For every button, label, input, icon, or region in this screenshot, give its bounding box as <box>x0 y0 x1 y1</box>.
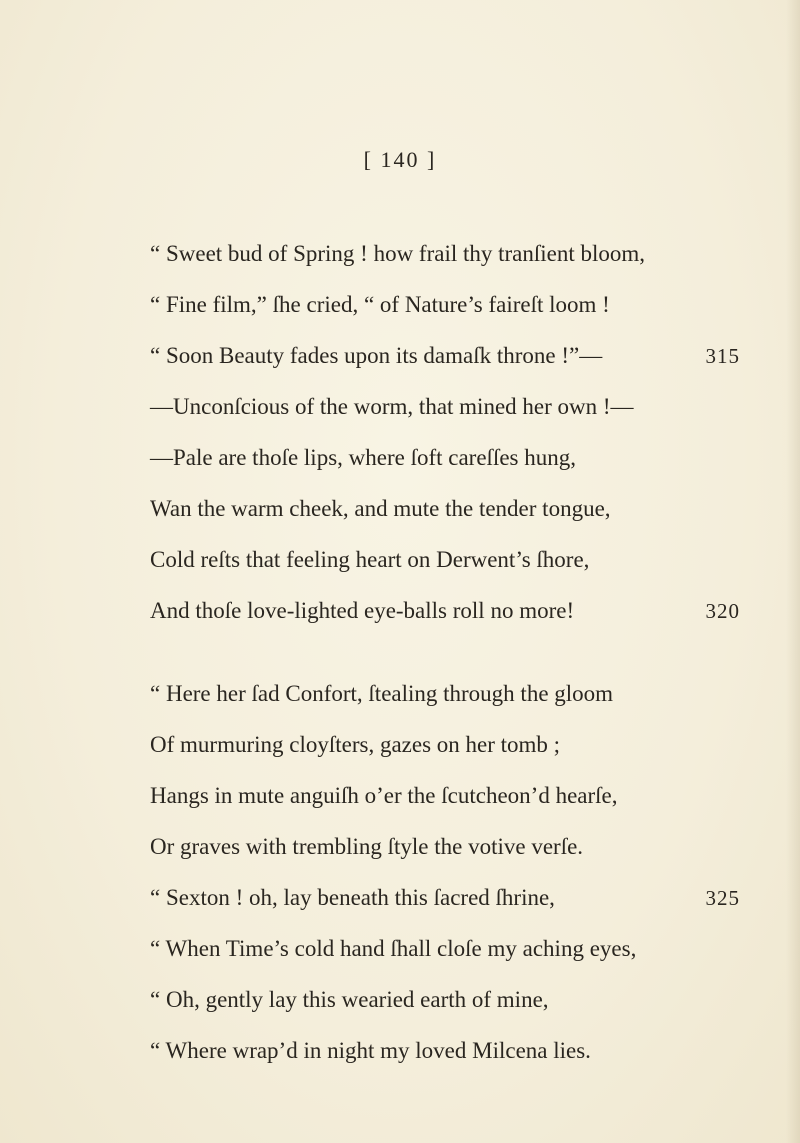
poem-line <box>150 387 740 427</box>
poem-line <box>150 234 740 274</box>
line-number: 325 <box>705 886 740 910</box>
poem-line <box>150 929 740 969</box>
poem-line <box>150 336 740 376</box>
line-text: Wan the warm cheek, and mute the tender tongue, <box>150 496 611 521</box>
line-text: Hangs in mute anguiſh o’er the ſcutcheon’d hearſe, <box>150 783 618 808</box>
line-text: And thoſe love-lighted eye-balls roll no more! <box>150 598 575 623</box>
poem-line <box>150 878 740 918</box>
line-text: Of murmuring cloyſters, gazes on her tomb ; <box>150 732 561 757</box>
line-text: “ Sexton ! oh, lay beneath this ſacred ſhrine, <box>150 885 555 910</box>
poem-line <box>150 776 740 816</box>
poem-line <box>150 1031 740 1071</box>
line-text: “ Fine film,” ſhe cried, “ of Nature’s faireſt loom ! <box>150 292 610 317</box>
page-number: [ 140 ] <box>363 147 437 172</box>
line-number: 320 <box>705 599 740 623</box>
poem-line <box>150 285 740 325</box>
line-number: 315 <box>705 344 740 368</box>
line-text: “ Oh, gently lay this wearied earth of mine, <box>150 987 549 1012</box>
line-text: Or graves with trembling ſtyle the votive verſe. <box>150 834 584 859</box>
poem-line <box>150 725 740 765</box>
poem-line <box>150 980 740 1020</box>
line-text: “ Soon Beauty fades upon its damaſk throne !”— <box>150 343 603 368</box>
poem-line <box>150 438 740 478</box>
poem-line <box>150 489 740 529</box>
poem-line <box>150 827 740 867</box>
poem-line <box>150 591 740 631</box>
line-text: —Pale are thoſe lips, where ſoft careſſes hung, <box>150 445 576 470</box>
poem-line <box>150 540 740 580</box>
line-text: “ Sweet bud of Spring ! how frail thy tranſient bloom, <box>150 241 646 266</box>
poem-line <box>150 674 740 714</box>
line-text: “ When Time’s cold hand ſhall cloſe my aching eyes, <box>150 936 637 961</box>
line-text: “ Here her ſad Confort, ſtealing through the gloom <box>150 681 614 706</box>
line-text: “ Where wrap’d in night my loved Milcena lies. <box>150 1038 591 1063</box>
line-text: —Unconſcious of the worm, that mined her own !— <box>150 394 634 419</box>
line-text: Cold reſts that feeling heart on Derwent’s ſhore, <box>150 547 590 572</box>
